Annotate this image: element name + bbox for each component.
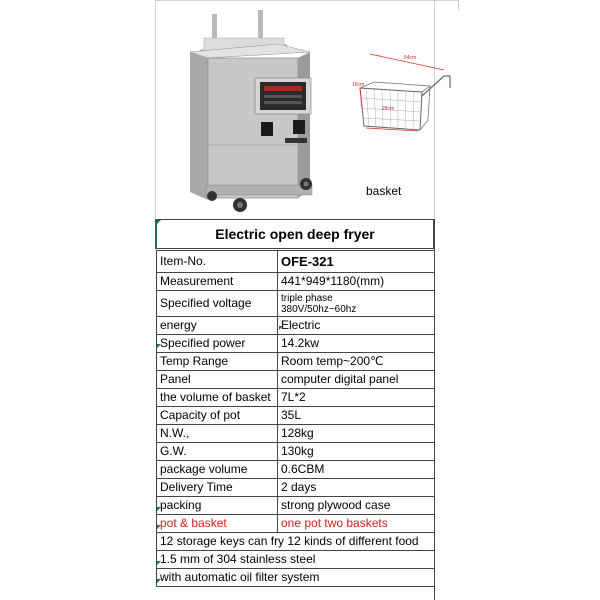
spec-label[interactable]: energy bbox=[157, 317, 278, 335]
spec-value-line: triple phase bbox=[281, 292, 333, 304]
table-row bbox=[157, 371, 435, 389]
table-row bbox=[157, 443, 435, 461]
spec-value[interactable]: 0.6CBM bbox=[278, 461, 435, 479]
feature-cell[interactable]: with automatic oil filter system bbox=[157, 569, 435, 587]
cell-marker bbox=[157, 525, 161, 529]
spec-value[interactable]: 35L bbox=[278, 407, 435, 425]
spec-label[interactable]: packing bbox=[157, 497, 278, 515]
table-row bbox=[157, 497, 435, 515]
table-row bbox=[157, 407, 435, 425]
feature-cell[interactable]: 12 storage keys can fry 12 kinds of different food bbox=[157, 533, 435, 551]
spec-value[interactable]: 14.2kw bbox=[278, 335, 435, 353]
product-title[interactable]: Electric open deep fryer bbox=[155, 219, 434, 249]
spec-label[interactable]: Item-No. bbox=[157, 251, 278, 273]
basket-width-label: 28cm bbox=[382, 106, 395, 112]
cell-marker bbox=[157, 220, 161, 224]
spec-label[interactable]: G.W. bbox=[157, 443, 278, 461]
basket-image bbox=[352, 48, 452, 143]
table-row bbox=[157, 317, 435, 335]
spec-value[interactable]: 7L*2 bbox=[278, 389, 435, 407]
table-row bbox=[157, 569, 435, 587]
column-gridline bbox=[458, 0, 459, 10]
spec-value[interactable]: 2 days bbox=[278, 479, 435, 497]
cell-marker bbox=[157, 344, 161, 348]
table-row bbox=[157, 533, 435, 551]
column-gridline bbox=[155, 0, 156, 219]
table-row bbox=[157, 291, 435, 317]
spec-value[interactable]: strong plywood case bbox=[278, 497, 435, 515]
spec-label[interactable]: Delivery Time bbox=[157, 479, 278, 497]
spec-value[interactable]: 128kg bbox=[278, 425, 435, 443]
spec-label[interactable]: package volume bbox=[157, 461, 278, 479]
spec-label[interactable]: Measurement bbox=[157, 273, 278, 291]
spec-value[interactable]: 130kg bbox=[278, 443, 435, 461]
table-row bbox=[157, 551, 435, 569]
table-row bbox=[157, 335, 435, 353]
basket-length-label: 64cm bbox=[404, 55, 417, 61]
cell-marker bbox=[157, 561, 161, 565]
spec-label[interactable]: Temp Range bbox=[157, 353, 278, 371]
spec-value[interactable]: OFE-321 bbox=[278, 251, 435, 273]
table-row bbox=[157, 479, 435, 497]
table-row bbox=[157, 353, 435, 371]
spec-label[interactable]: the volume of basket bbox=[157, 389, 278, 407]
table-row bbox=[157, 515, 435, 533]
spec-value[interactable]: Room temp~200℃ bbox=[278, 353, 435, 371]
spec-value[interactable]: one pot two baskets bbox=[278, 515, 435, 533]
spec-value-line: 380V/50hz~60hz bbox=[281, 303, 357, 315]
cell-marker bbox=[279, 326, 283, 330]
basket-caption: basket bbox=[366, 184, 402, 198]
spec-label[interactable]: Specified voltage bbox=[157, 291, 278, 317]
cell-marker bbox=[157, 507, 161, 511]
table-row bbox=[157, 461, 435, 479]
cell-marker bbox=[157, 579, 161, 583]
spec-value[interactable]: Electric bbox=[278, 317, 435, 335]
spec-value[interactable]: computer digital panel bbox=[278, 371, 435, 389]
spec-value[interactable]: 441*949*1180(mm) bbox=[278, 273, 435, 291]
spec-label[interactable]: Specified power bbox=[157, 335, 278, 353]
table-row bbox=[157, 251, 435, 273]
spec-label[interactable]: N.W., bbox=[157, 425, 278, 443]
spec-table bbox=[156, 250, 435, 587]
feature-cell[interactable]: 1.5 mm of 304 stainless steel bbox=[157, 551, 435, 569]
table-row bbox=[157, 425, 435, 443]
spec-label[interactable]: pot & basket bbox=[157, 515, 278, 533]
table-row bbox=[157, 273, 435, 291]
spec-value[interactable] bbox=[278, 291, 435, 317]
spec-label[interactable]: Capacity of pot bbox=[157, 407, 278, 425]
basket-height-label: 16cm bbox=[352, 82, 365, 88]
spec-label[interactable]: Panel bbox=[157, 371, 278, 389]
table-row bbox=[157, 389, 435, 407]
